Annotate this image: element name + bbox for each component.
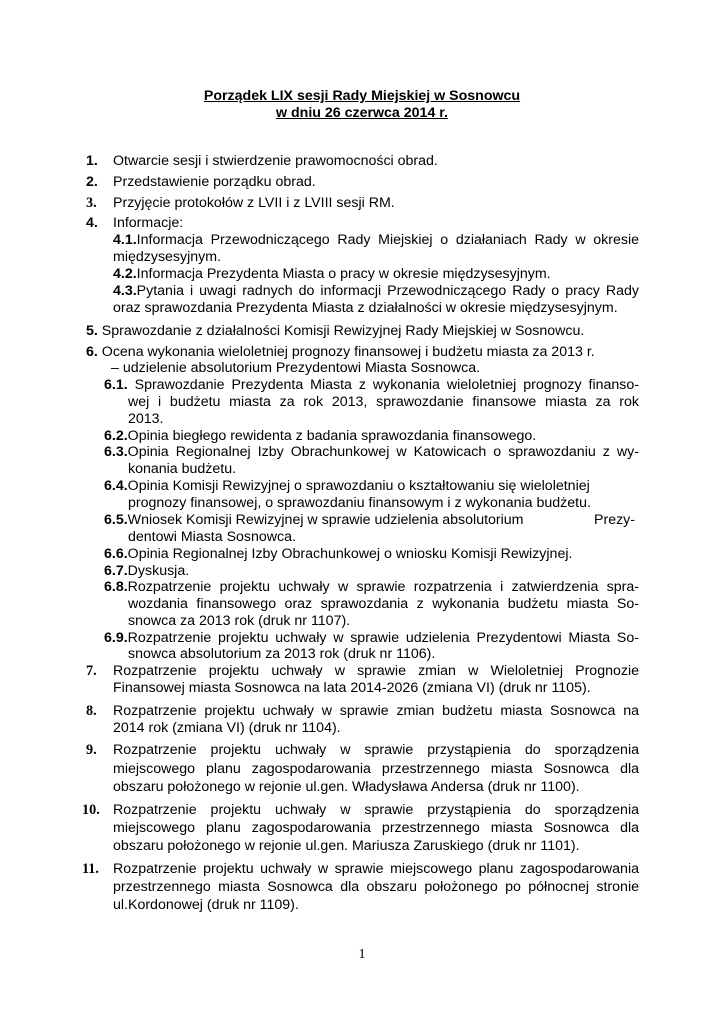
subitem-text: snowca za 2013 rok (druk nr 1107).	[128, 613, 351, 629]
item-text: Otwarcie sesji i stwierdzenie prawomocności obrad.	[113, 153, 438, 169]
subitem-line	[104, 444, 639, 461]
item-text: Rozpatrzenie projektu uchwały w sprawie zmian budżetu miasta Sosnowca na	[113, 703, 639, 719]
agenda-title: Porządek LIX sesji Rady Miejskiej w Sosnowcu	[203, 88, 521, 104]
subitem-number: 6.3.	[104, 444, 128, 460]
item-number: 10.	[82, 802, 100, 818]
subitem-text: konania budżetu.	[128, 461, 237, 477]
agenda-date: w dniu 26 czerwca 2014 r.	[276, 105, 448, 121]
subitem-text: Pytania i uwagi radnych do informacji Przewodniczącego Rady o pracy Rady	[136, 283, 639, 299]
item-text: Przyjęcie protokołów z LVII i z LVIII sesji RM.	[113, 195, 395, 211]
item-number: 7.	[86, 663, 97, 679]
item-text: obszaru położonego w rejonie ul.gen. Władysława Andersa (druk nr 1100).	[113, 779, 580, 795]
subitem-line	[104, 579, 639, 596]
subitem-number: 4.3.	[113, 283, 137, 299]
item-text: obszaru położonego w rejonie ul.gen. Mariusza Zaruskiego (druk nr 1101).	[113, 838, 580, 854]
item-number: 8.	[86, 703, 97, 719]
subitem-text: Informacja Prezydenta Miasta o pracy w okresie międzysesyjnym.	[136, 266, 551, 282]
subitem-number: 4.1.	[113, 232, 137, 248]
item-text: Przedstawienie porządku obrad.	[113, 174, 316, 190]
subitem-text: Opinia Komisji Rewizyjnej o sprawozdaniu o kształtowaniu się wieloletniej	[127, 478, 590, 494]
item-number: 2.	[86, 174, 98, 190]
subitem-number: 6.1.	[104, 377, 128, 393]
subitem-number: 4.2.	[113, 266, 137, 282]
subitem-line	[104, 546, 572, 563]
subitem-text: Opinia Regionalnej Izby Obrachunkowej o wniosku Komisji Rewizyjnej.	[127, 546, 573, 562]
subitem-number: 6.8.	[104, 579, 128, 595]
subitem-text: wej i budżetu miasta za rok 2013, sprawozdanie finansowe miasta za rok	[128, 394, 639, 410]
subitem-line	[113, 266, 551, 283]
item-number: 6.	[86, 344, 98, 360]
subitem-text: Rozpatrzenie projektu uchwały w sprawie udzielenia Prezydentowi Miasta So-	[127, 630, 639, 646]
subitem-text: Sprawozdanie Prezydenta Miasta z wykonania wieloletniej prognozy finanso-	[127, 377, 639, 393]
subitem-number: 6.7.	[104, 563, 128, 579]
item-text: Ocena wykonania wieloletniej prognozy finansowej i budżetu miasta za 2013 r.	[97, 344, 595, 360]
item-text: Informacje:	[113, 215, 184, 231]
subitem-text-end: Prezy-	[594, 512, 635, 528]
item-text: Rozpatrzenie projektu uchwały w sprawie przystąpienia do sporządzenia	[113, 802, 639, 818]
item-text: Finansowej miasta Sosnowca na lata 2014-2026 (zmiana VI) (druk nr 1105).	[113, 680, 591, 696]
subitem-text: Wniosek Komisji Rewizyjnej w sprawie udzielenia absolutorium	[127, 512, 524, 528]
item-text: miejscowego planu zagospodarowania przestrzennego miasta Sosnowca dla	[113, 820, 639, 836]
subitem-line	[104, 630, 639, 647]
item-text: Rozpatrzenie projektu uchwały w sprawie zmian w Wieloletniej Prognozie	[113, 663, 639, 679]
item-text: 2014 rok (zmiana VI) (druk nr 1104).	[113, 720, 341, 736]
subitem-text: 2013.	[128, 411, 164, 427]
subitem-line	[113, 283, 639, 300]
subitem-line	[104, 478, 590, 495]
subitem-text: prognozy finansowej, o sprawozdaniu finansowym i z wykonania budżetu.	[128, 495, 591, 511]
item-text: ul.Kordonowej (druk nr 1109).	[113, 897, 299, 913]
item-text: Rozpatrzenie projektu uchwały w sprawie miejscowego planu zagospodarowania	[113, 861, 639, 877]
item-number: 3.	[86, 195, 97, 211]
subitem-text: oraz sprawozdania Prezydenta Miasta z działalności w okresie międzysesyjnym.	[113, 300, 618, 316]
subitem-text: międzysesyjnym.	[113, 249, 222, 265]
subitem-line	[104, 428, 536, 445]
item-text: miejscowego planu zagospodarowania przestrzennego miasta Sosnowca dla	[113, 761, 639, 777]
subitem-number: 6.6.	[104, 546, 128, 562]
subitem-text: Informacja Przewodniczącego Rady Miejskiej o działaniach Rady w okresie	[136, 232, 639, 248]
item-number: 5.	[86, 323, 98, 339]
subitem-line	[104, 377, 639, 394]
subitem-text: Rozpatrzenie projektu uchwały w sprawie rozpatrzenia i zatwierdzenia spra-	[127, 579, 639, 595]
item-text: Sprawozdanie z działalności Komisji Rewizyjnej Rady Miejskiej w Sosnowcu.	[97, 323, 585, 339]
subitem-text: dentowi Miasta Sosnowca.	[128, 529, 296, 545]
subitem-number: 6.9.	[104, 630, 128, 646]
subitem-line	[104, 512, 524, 529]
subitem-line	[113, 232, 639, 249]
item-text: przestrzennego miasta Sosnowca dla obszaru położonego po północnej stronie	[113, 879, 639, 895]
item-text: Rozpatrzenie projektu uchwały w sprawie przystąpienia do sporządzenia	[113, 742, 639, 758]
page-number: 1	[358, 947, 366, 962]
item-number: 9.	[86, 742, 97, 758]
item-line	[86, 344, 595, 361]
item-text: – udzielenie absolutorium Prezydentowi Miasta Sosnowca.	[111, 360, 481, 376]
subitem-number: 6.2.	[104, 428, 128, 444]
subitem-text: Dyskusja.	[127, 563, 190, 579]
subitem-text: wozdania finansowego oraz sprawozdania z wykonania budżetu miasta So-	[128, 596, 639, 612]
subitem-text: Opinia biegłego rewidenta z badania sprawozdania finansowego.	[127, 428, 537, 444]
subitem-text: snowca absolutorium za 2013 rok (druk nr 1106).	[128, 646, 436, 662]
item-number: 4.	[86, 215, 98, 231]
item-line	[86, 323, 584, 340]
subitem-text: Opinia Regionalnej Izby Obrachunkowej w Katowicach o sprawozdaniu z wy-	[127, 444, 639, 460]
subitem-number: 6.4.	[104, 478, 128, 494]
item-number: 1.	[86, 153, 98, 169]
subitem-number: 6.5.	[104, 512, 128, 528]
item-number: 11.	[82, 861, 99, 877]
subitem-line	[104, 563, 189, 580]
